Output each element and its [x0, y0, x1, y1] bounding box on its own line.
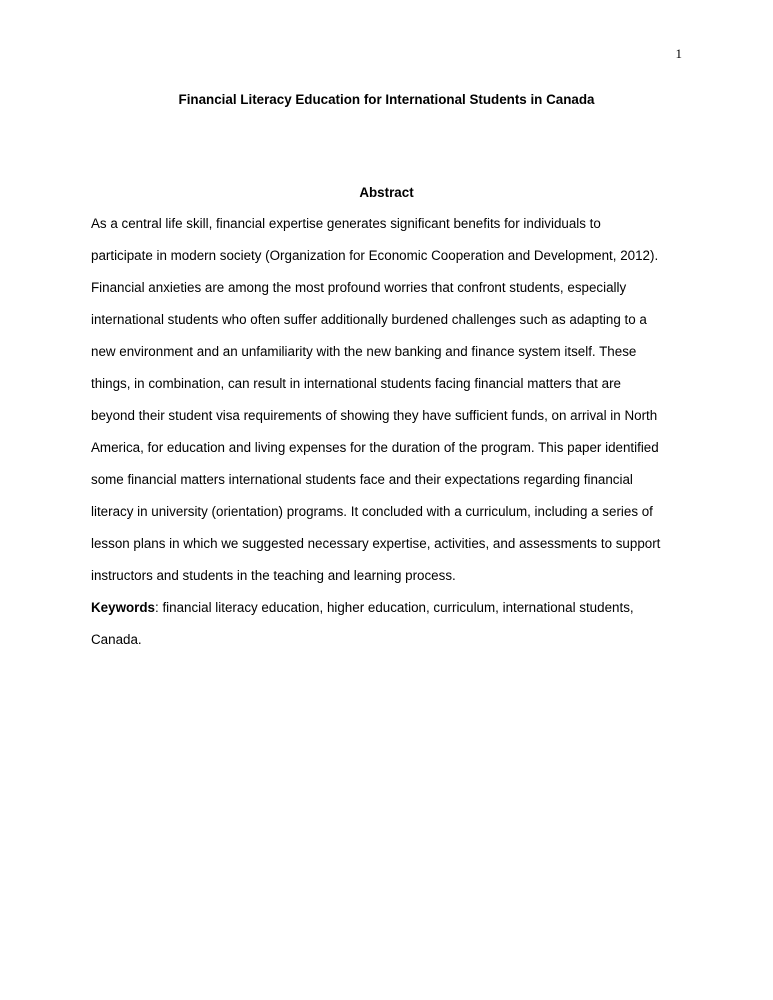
abstract-heading: Abstract	[359, 185, 414, 200]
abstract-body	[91, 208, 682, 656]
abstract-line: beyond their student visa requirements of showing they have sufficient funds, on arrival in North	[91, 408, 658, 423]
keywords-text: : financial literacy education, higher education, curriculum, international students,	[155, 600, 634, 615]
abstract-line: some financial matters international students face and their expectations regarding financial	[91, 472, 633, 487]
keywords-line	[91, 592, 682, 624]
abstract-line: international students who often suffer additionally burdened challenges such as adapting to a	[91, 312, 647, 327]
abstract-line: instructors and students in the teaching and learning process.	[91, 568, 456, 583]
abstract-line: America, for education and living expenses for the duration of the program. This paper identified	[91, 440, 659, 455]
abstract-line: lesson plans in which we suggested necessary expertise, activities, and assessments to support	[91, 536, 661, 551]
keywords-label: Keywords	[91, 600, 155, 615]
abstract-line: participate in modern society (Organization for Economic Cooperation and Development, 2012).	[91, 248, 659, 263]
abstract-line: literacy in university (orientation) programs. It concluded with a curriculum, including a series of	[91, 504, 653, 519]
abstract-line: things, in combination, can result in international students facing financial matters that are	[91, 376, 621, 391]
abstract-line: Financial anxieties are among the most profound worries that confront students, especially	[91, 280, 627, 295]
abstract-line: As a central life skill, financial expertise generates significant benefits for individuals to	[91, 216, 601, 231]
paper-title: Financial Literacy Education for International Students in Canada	[178, 92, 595, 107]
abstract-line: new environment and an unfamiliarity with the new banking and finance system itself. These	[91, 344, 637, 359]
keywords-line-continued: Canada.	[91, 632, 142, 647]
page-number: 1	[675, 46, 682, 61]
